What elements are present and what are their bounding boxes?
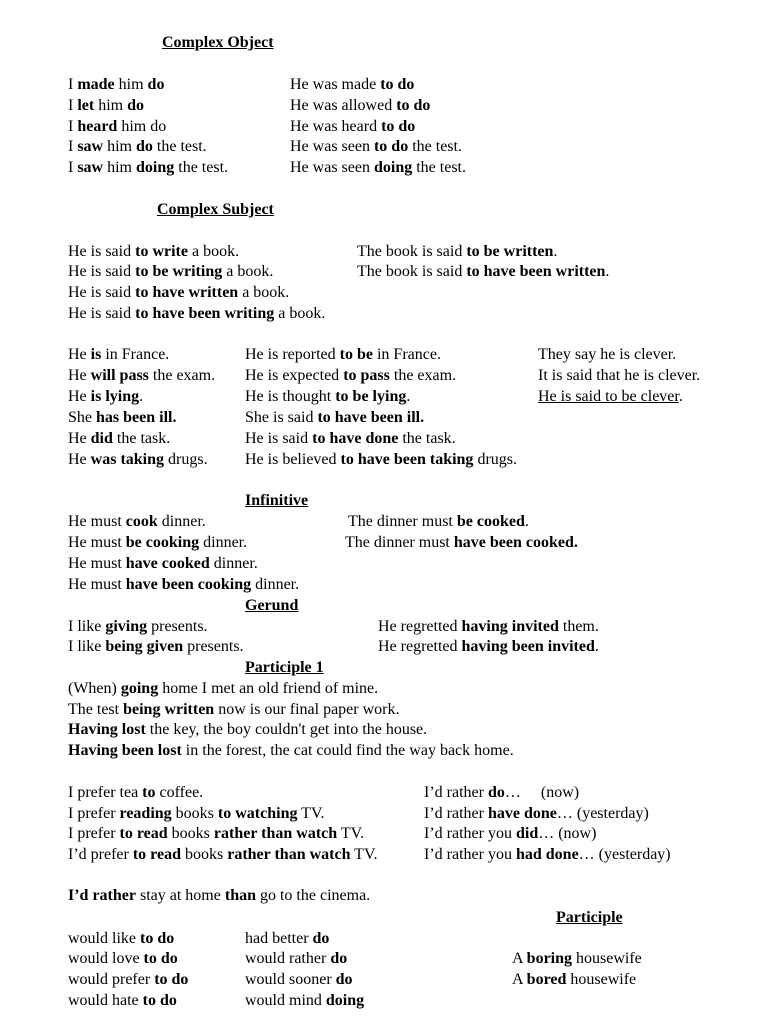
emphasis-text: Having been lost — [68, 742, 182, 759]
emphasis-text: to do — [154, 971, 189, 988]
sentence-line — [290, 137, 462, 157]
plain-text: him do — [117, 118, 167, 135]
plain-text: the test. — [408, 138, 462, 155]
sentence-line — [68, 929, 174, 949]
emphasis-text: was taking — [90, 451, 165, 468]
sentence-line — [68, 96, 144, 116]
emphasis-text: to — [142, 784, 156, 801]
underlined-text: He is said to be clever — [538, 388, 679, 405]
plain-text: books — [167, 825, 214, 842]
sentence-line — [68, 75, 164, 95]
plain-text: I prefer tea — [68, 784, 143, 801]
emphasis-text: Having lost — [68, 721, 146, 738]
plain-text: He — [68, 430, 91, 447]
plain-text: He must — [68, 534, 126, 551]
sentence-line — [245, 929, 329, 949]
sentence-line — [68, 262, 273, 282]
plain-text: . — [553, 243, 558, 260]
plain-text: The book is said — [357, 263, 467, 280]
plain-text: The dinner must — [348, 513, 457, 530]
plain-text: I — [68, 159, 78, 176]
plain-text: He — [68, 346, 91, 363]
emphasis-text: be cooking — [125, 534, 200, 551]
emphasis-text: have been cooked. — [453, 534, 578, 551]
plain-text: would rather — [245, 950, 331, 967]
plain-text: I prefer — [68, 825, 120, 842]
plain-text: would sooner — [245, 971, 336, 988]
sentence-line — [538, 366, 700, 386]
sentence-line — [424, 783, 579, 803]
emphasis-text: I’d rather — [68, 887, 136, 904]
emphasis-text: rather than watch — [227, 846, 351, 863]
plain-text: He — [68, 451, 91, 468]
plain-text: I — [68, 97, 78, 114]
sentence-line — [68, 804, 324, 824]
emphasis-text: made — [77, 76, 115, 93]
sentence-line — [68, 554, 258, 574]
plain-text: He is said — [68, 305, 136, 322]
sentence-line — [512, 949, 642, 969]
plain-text: would hate — [68, 992, 143, 1009]
emphasis-text: being written — [123, 701, 215, 718]
plain-text: He must — [68, 576, 126, 593]
plain-text: A — [512, 971, 527, 988]
plain-text: . — [406, 388, 411, 405]
sentence-line — [245, 366, 456, 386]
plain-text: He — [68, 388, 91, 405]
plain-text: He regretted — [378, 638, 462, 655]
emphasis-text: having been invited — [461, 638, 595, 655]
sentence-line — [290, 158, 466, 178]
sentence-line — [245, 991, 364, 1011]
plain-text: a book. — [274, 305, 326, 322]
plain-text: She is said — [245, 409, 318, 426]
sentence-line — [345, 533, 578, 553]
sentence-line — [290, 75, 414, 95]
plain-text: in France. — [372, 346, 441, 363]
plain-text: dinner. — [251, 576, 300, 593]
plain-text: a book. — [238, 284, 290, 301]
plain-text: He is said — [245, 430, 313, 447]
sentence-line — [68, 450, 208, 470]
sentence-line — [68, 949, 178, 969]
plain-text: books — [171, 805, 218, 822]
plain-text: . — [524, 513, 529, 530]
sentence-line — [68, 283, 289, 303]
sentence-line — [68, 575, 299, 595]
emphasis-text: let — [77, 97, 95, 114]
plain-text: . — [678, 388, 683, 405]
emphasis-text: to do — [373, 138, 409, 155]
plain-text: She — [68, 409, 96, 426]
sentence-line — [68, 679, 378, 699]
plain-text: had better — [245, 930, 313, 947]
sentence-line — [245, 429, 456, 449]
plain-text: books — [180, 846, 228, 863]
sentence-line — [245, 408, 424, 428]
plain-text: He must — [68, 513, 126, 530]
plain-text: They say he is clever. — [538, 346, 677, 363]
plain-text: I — [68, 118, 78, 135]
emphasis-text: to be lying — [335, 388, 407, 405]
sentence-line — [68, 700, 400, 720]
emphasis-text: going — [120, 680, 159, 697]
sentence-line — [68, 242, 239, 262]
sentence-line — [68, 533, 247, 553]
plain-text: He is believed — [245, 451, 341, 468]
emphasis-text: to do — [143, 950, 178, 967]
plain-text: home I met an old friend of mine. — [158, 680, 379, 697]
plain-text: now is our final paper work. — [214, 701, 400, 718]
emphasis-text: to watching — [217, 805, 298, 822]
emphasis-text: do — [147, 76, 165, 93]
plain-text: TV. — [337, 825, 365, 842]
plain-text: … (yesterday) — [556, 805, 649, 822]
plain-text: would mind — [245, 992, 326, 1009]
emphasis-text: cook — [125, 513, 158, 530]
sentence-line — [348, 512, 529, 532]
plain-text: presents. — [183, 638, 244, 655]
plain-text: He — [68, 367, 91, 384]
emphasis-text: do — [136, 138, 153, 155]
plain-text: the task. — [112, 430, 171, 447]
plain-text: He was allowed — [290, 97, 397, 114]
sentence-line — [512, 970, 636, 990]
plain-text: A — [512, 950, 527, 967]
plain-text: He was made — [290, 76, 381, 93]
emphasis-text: boring — [526, 950, 573, 967]
plain-text: stay at home — [135, 887, 225, 904]
plain-text: It is said that he is clever. — [538, 367, 701, 384]
plain-text: the test. — [174, 159, 229, 176]
emphasis-text: to have been ill. — [317, 409, 425, 426]
sentence-line — [68, 429, 170, 449]
emphasis-text: to do — [380, 76, 415, 93]
plain-text: . — [594, 638, 599, 655]
heading-gerund: Gerund — [245, 597, 299, 614]
plain-text: in the forest, the cat could find the way back home. — [181, 742, 514, 759]
plain-text: the exam. — [148, 367, 216, 384]
emphasis-text: to have been writing — [135, 305, 275, 322]
emphasis-text: to read — [119, 825, 168, 842]
plain-text: coffee. — [155, 784, 204, 801]
plain-text: would prefer — [68, 971, 155, 988]
sentence-line — [424, 804, 649, 824]
plain-text: I — [68, 138, 78, 155]
plain-text: I’d prefer — [68, 846, 133, 863]
plain-text: them. — [558, 618, 599, 635]
plain-text: … (now) — [538, 825, 597, 842]
sentence-line — [357, 262, 609, 282]
plain-text: I’d rather you — [424, 846, 516, 863]
sentence-line — [68, 741, 514, 761]
emphasis-text: giving — [105, 618, 148, 635]
sentence-line — [424, 824, 596, 844]
emphasis-text: to have been taking — [340, 451, 474, 468]
emphasis-text: has been ill. — [96, 409, 177, 426]
emphasis-text: will pass — [90, 367, 149, 384]
heading-participle-1: Participle 1 — [245, 659, 324, 676]
plain-text: the key, the boy couldn't get into the house. — [145, 721, 428, 738]
heading-participle: Participle — [556, 909, 623, 926]
plain-text: He is reported — [245, 346, 340, 363]
plain-text: dinner. — [209, 555, 258, 572]
sentence-line — [68, 387, 143, 407]
plain-text: a book. — [187, 243, 240, 260]
sentence-line — [290, 96, 430, 116]
plain-text: … (now) — [504, 784, 580, 801]
sentence-line — [245, 949, 347, 969]
emphasis-text: doing — [325, 992, 365, 1009]
sentence-line — [68, 970, 188, 990]
plain-text: The book is said — [357, 243, 467, 260]
emphasis-text: do — [330, 950, 348, 967]
plain-text: … (yesterday) — [578, 846, 671, 863]
sentence-line — [357, 242, 557, 262]
emphasis-text: rather than watch — [213, 825, 338, 842]
emphasis-text: to read — [132, 846, 181, 863]
sentence-line — [538, 387, 683, 407]
plain-text: housewife — [572, 950, 642, 967]
emphasis-text: have done — [487, 805, 557, 822]
emphasis-text: being given — [105, 638, 184, 655]
plain-text: . — [605, 263, 610, 280]
emphasis-text: to have done — [312, 430, 399, 447]
plain-text: He is expected — [245, 367, 344, 384]
plain-text: He is said — [68, 263, 136, 280]
plain-text: He is said — [68, 284, 136, 301]
heading-infinitive: Infinitive — [245, 492, 309, 509]
plain-text: He was seen — [290, 159, 374, 176]
sentence-line — [68, 845, 377, 865]
plain-text: the exam. — [389, 367, 457, 384]
plain-text: drugs. — [473, 451, 517, 468]
plain-text: He is thought — [245, 388, 336, 405]
emphasis-text: do — [127, 97, 144, 114]
sentence-line — [68, 408, 176, 428]
emphasis-text: to be writing — [135, 263, 223, 280]
plain-text: housewife — [566, 971, 637, 988]
emphasis-text: saw — [77, 159, 104, 176]
plain-text: presents. — [147, 618, 208, 635]
sentence-line — [68, 345, 169, 365]
emphasis-text: have been cooking — [125, 576, 252, 593]
emphasis-text: did — [90, 430, 113, 447]
emphasis-text: be cooked — [456, 513, 525, 530]
emphasis-text: doing — [136, 159, 175, 176]
plain-text: the task. — [398, 430, 456, 447]
heading-complex-subject: Complex Subject — [157, 201, 274, 218]
sentence-line — [68, 117, 166, 137]
emphasis-text: to have written — [135, 284, 239, 301]
sentence-line — [378, 637, 599, 657]
plain-text: him — [114, 76, 148, 93]
emphasis-text: to do — [142, 992, 177, 1009]
plain-text: . — [139, 388, 144, 405]
plain-text: him — [103, 159, 136, 176]
emphasis-text: did — [515, 825, 539, 842]
sentence-line — [538, 345, 676, 365]
plain-text: TV. — [297, 805, 325, 822]
plain-text: would like — [68, 930, 140, 947]
plain-text: I’d rather — [424, 784, 488, 801]
plain-text: I’d rather you — [424, 825, 516, 842]
emphasis-text: to do — [140, 930, 175, 947]
sentence-line — [245, 387, 410, 407]
emphasis-text: heard — [77, 118, 118, 135]
sentence-line — [68, 720, 427, 740]
plain-text: dinner. — [157, 513, 206, 530]
sentence-line — [68, 158, 228, 178]
plain-text: drugs. — [164, 451, 208, 468]
plain-text: the test. — [152, 138, 207, 155]
sentence-line — [378, 617, 599, 637]
emphasis-text: to write — [135, 243, 188, 260]
sentence-line — [68, 886, 370, 906]
plain-text: I like — [68, 638, 106, 655]
plain-text: He is said — [68, 243, 136, 260]
sentence-line — [68, 637, 244, 657]
emphasis-text: reading — [119, 805, 172, 822]
sentence-line — [245, 970, 353, 990]
plain-text: I like — [68, 618, 106, 635]
plain-text: I prefer — [68, 805, 120, 822]
plain-text: a book. — [222, 263, 274, 280]
plain-text: He must — [68, 555, 126, 572]
emphasis-text: had done — [515, 846, 579, 863]
sentence-line — [245, 450, 517, 470]
emphasis-text: than — [224, 887, 256, 904]
emphasis-text: is lying — [90, 388, 140, 405]
plain-text: (When) — [68, 680, 121, 697]
plain-text: would love — [68, 950, 144, 967]
heading-complex-object: Complex Object — [162, 34, 274, 51]
sentence-line — [245, 345, 441, 365]
plain-text: him — [103, 138, 136, 155]
plain-text: He was heard — [290, 118, 382, 135]
emphasis-text: to be — [339, 346, 373, 363]
emphasis-text: to pass — [343, 367, 390, 384]
sentence-line — [68, 991, 177, 1011]
plain-text: go to the cinema. — [255, 887, 371, 904]
emphasis-text: to have been written — [466, 263, 606, 280]
plain-text: him — [94, 97, 128, 114]
sentence-line — [68, 824, 364, 844]
sentence-line — [68, 304, 325, 324]
emphasis-text: do — [487, 784, 505, 801]
sentence-line — [68, 366, 215, 386]
sentence-line — [68, 783, 203, 803]
emphasis-text: to do — [396, 97, 431, 114]
sentence-line — [68, 137, 207, 157]
plain-text: in France. — [101, 346, 170, 363]
emphasis-text: do — [335, 971, 353, 988]
emphasis-text: bored — [526, 971, 567, 988]
emphasis-text: is — [90, 346, 102, 363]
emphasis-text: to be written — [466, 243, 554, 260]
plain-text: dinner. — [199, 534, 248, 551]
sentence-line — [424, 845, 671, 865]
plain-text: The test — [68, 701, 124, 718]
emphasis-text: have cooked — [125, 555, 210, 572]
emphasis-text: doing — [373, 159, 413, 176]
emphasis-text: do — [312, 930, 330, 947]
plain-text: He regretted — [378, 618, 462, 635]
emphasis-text: saw — [77, 138, 104, 155]
plain-text: I — [68, 76, 78, 93]
plain-text: the test. — [412, 159, 466, 176]
plain-text: I’d rather — [424, 805, 488, 822]
plain-text: TV. — [350, 846, 378, 863]
plain-text: The dinner must — [345, 534, 454, 551]
sentence-line — [68, 512, 206, 532]
emphasis-text: having invited — [461, 618, 559, 635]
plain-text: He was seen — [290, 138, 374, 155]
sentence-line — [290, 117, 415, 137]
sentence-line — [68, 617, 208, 637]
emphasis-text: to do — [381, 118, 416, 135]
